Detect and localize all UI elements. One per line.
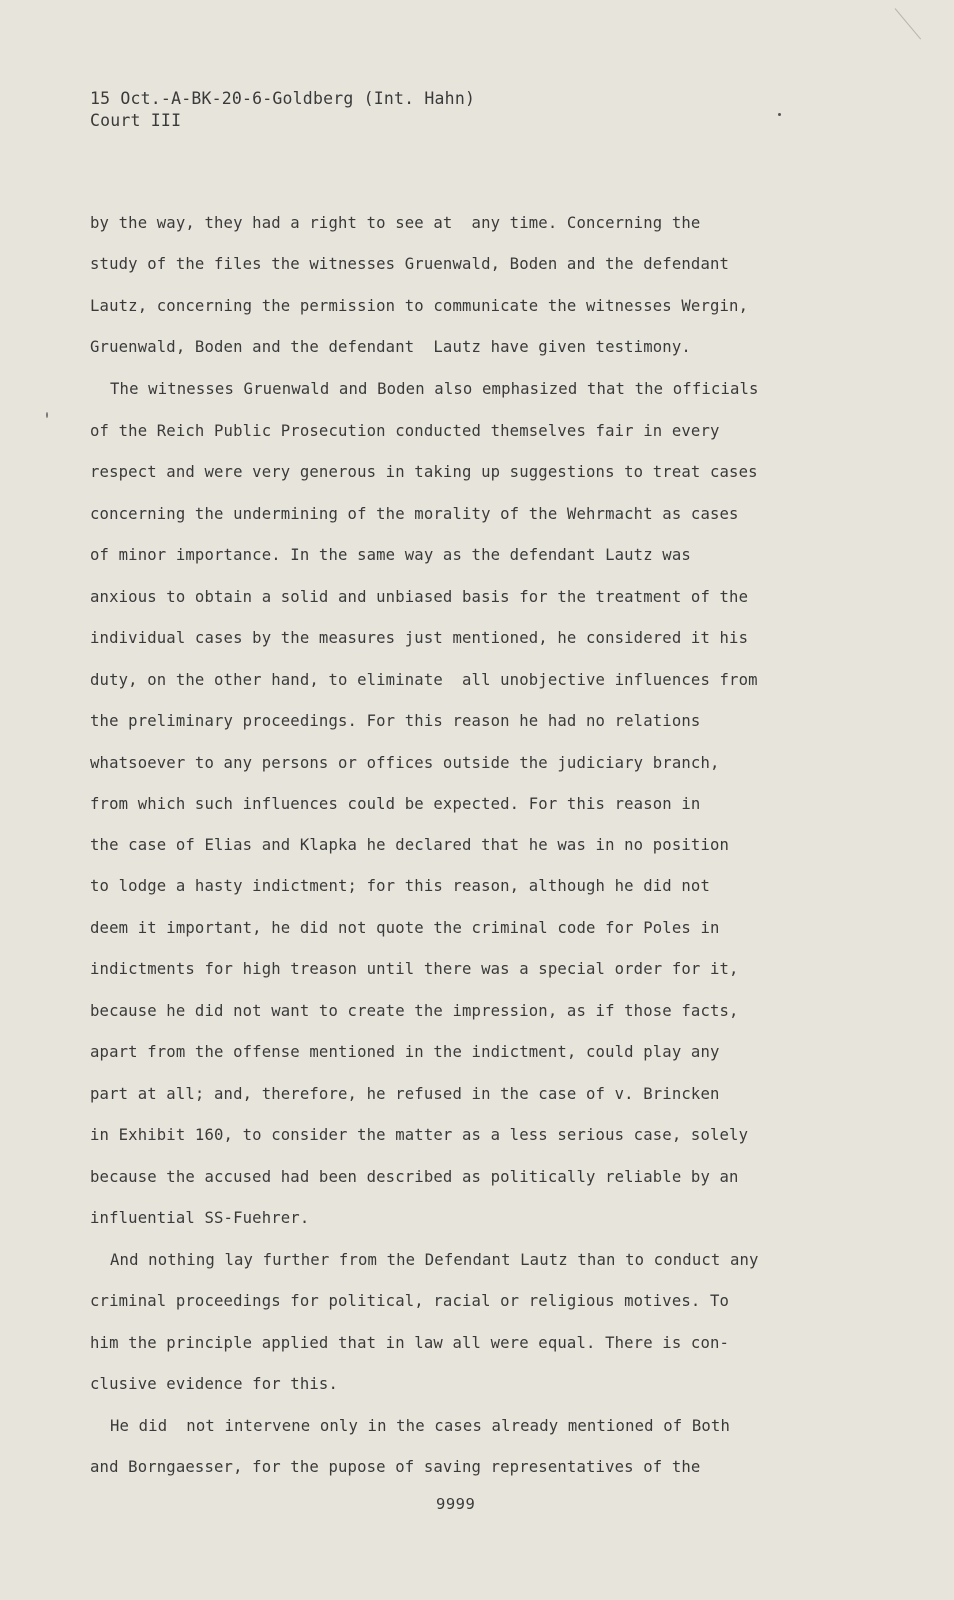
document-header (90, 88, 475, 132)
body-line: The witnesses Gruenwald and Boden also emphasized that the officials (110, 380, 759, 398)
body-line: to lodge a hasty indictment; for this reason, although he did not (90, 877, 710, 895)
header-reference-line: 15 Oct.-A-BK-20-6-Goldberg (Int. Hahn) (90, 89, 476, 108)
body-line: duty, on the other hand, to eliminate all unobjective influences from (90, 671, 758, 689)
body-line: from which such influences could be expected. For this reason in (90, 795, 701, 813)
body-line: apart from the offense mentioned in the indictment, could play any (90, 1043, 720, 1061)
body-line: He did not intervene only in the cases already mentioned of Both (110, 1417, 730, 1435)
body-line: criminal proceedings for political, racial or religious motives. To (90, 1292, 730, 1310)
body-line: whatsoever to any persons or offices outside the judiciary branch, (90, 754, 720, 772)
body-line: Lautz, concerning the permission to communicate the witnesses Wergin, (90, 297, 749, 315)
body-line: deem it important, he did not quote the criminal code for Poles in (90, 919, 720, 937)
body-line: concerning the undermining of the morality of the Wehrmacht as cases (90, 505, 739, 523)
body-line: because he did not want to create the impression, as if those facts, (90, 1002, 739, 1020)
body-line: in Exhibit 160, to consider the matter as a less serious case, solely (90, 1126, 749, 1144)
page-number: 9999 (436, 1495, 476, 1513)
body-line: individual cases by the measures just mentioned, he considered it his (90, 629, 749, 647)
ink-speck (46, 412, 48, 418)
body-line: Gruenwald, Boden and the defendant Lautz have given testimony. (90, 338, 691, 356)
body-line: study of the files the witnesses Gruenwald, Boden and the defendant (90, 255, 730, 273)
body-line: respect and were very generous in taking up suggestions to treat cases (90, 463, 758, 481)
body-line: him the principle applied that in law all were equal. There is con- (90, 1334, 730, 1352)
body-line: indictments for high treason until there was a special order for it, (90, 960, 739, 978)
body-line: and Borngaesser, for the pupose of saving representatives of the (90, 1458, 701, 1476)
body-line: anxious to obtain a solid and unbiased basis for the treatment of the (90, 588, 749, 606)
body-line: the case of Elias and Klapka he declared that he was in no position (90, 836, 730, 854)
body-line: the preliminary proceedings. For this reason he had no relations (90, 712, 701, 730)
header-court-line: Court III (90, 111, 182, 130)
body-line: by the way, they had a right to see at any time. Concerning the (90, 214, 701, 232)
paper-crease-mark (895, 8, 921, 39)
body-line: influential SS-Fuehrer. (90, 1209, 310, 1227)
body-line: And nothing lay further from the Defendant Lautz than to conduct any (110, 1251, 759, 1269)
body-line: clusive evidence for this. (90, 1375, 338, 1393)
ink-speck (778, 113, 781, 116)
body-line: of the Reich Public Prosecution conducted themselves fair in every (90, 422, 720, 440)
body-line: because the accused had been described as politically reliable by an (90, 1168, 739, 1186)
body-line: part at all; and, therefore, he refused in the case of v. Brincken (90, 1085, 720, 1103)
body-line: of minor importance. In the same way as the defendant Lautz was (90, 546, 691, 564)
